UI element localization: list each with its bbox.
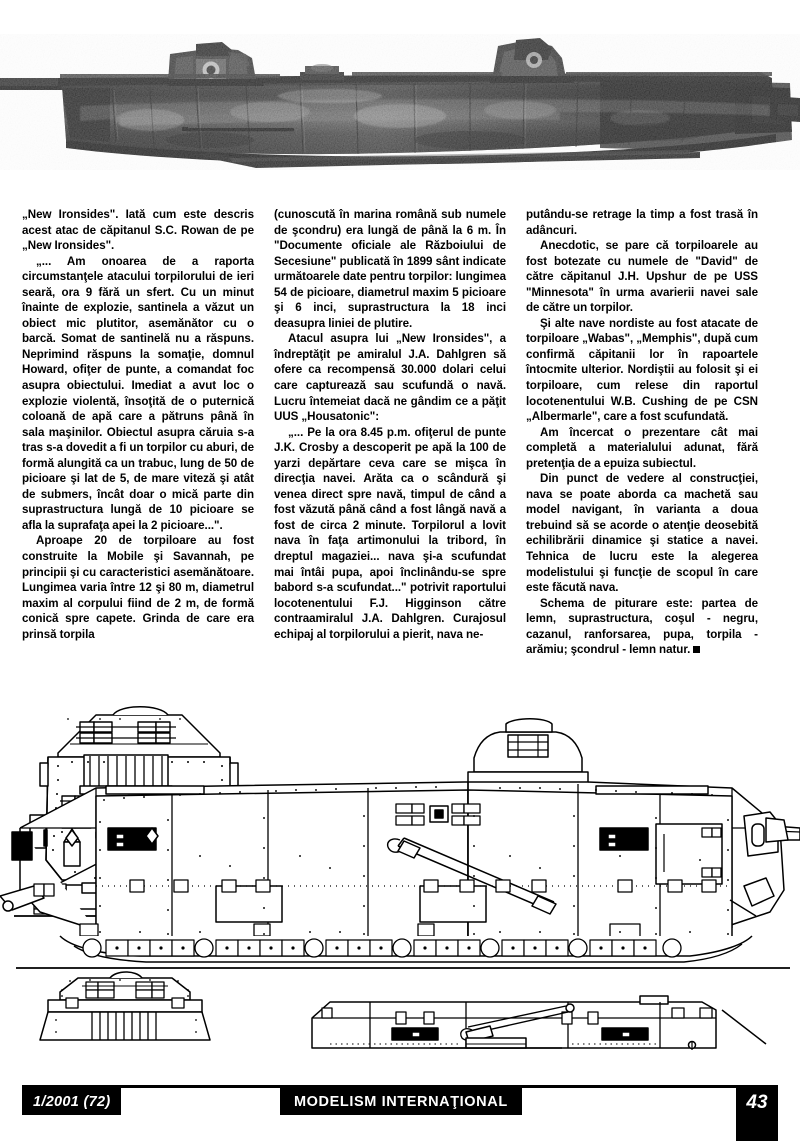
text-column-2 (274, 207, 506, 697)
a7v-plan-view-side-detail (312, 996, 766, 1050)
paragraph: Şi alte nave nordiste au fost atacate de torpiloare „Wabas", „Memphis", după cum confirmă căpitanii lor în rapoartele întocmite ulterior. Nordiştii au folosit şi ei torpiloare, cum relese din raportul locotenentului W.B. Cushing de pe CSN „Albermarle", care a fost scufundată. (526, 316, 758, 424)
page-number-badge: 43 (736, 1088, 778, 1141)
text-column-1 (22, 207, 254, 697)
a7v-tank-blueprints (0, 700, 800, 1085)
paragraph: „... Am onoarea de a raporta circumstanţele atacului torpilorului de ieri seară, ora 9 fără un sfert. Cu un minut înainte de explozie, santinela a văzut un obiect mic plutitor, asemănător cu o barcă. Somat de santinelă nu a răspuns. Neprimind răspuns la somaţie, domnul Howard, ofiţer de punte, a comandat foc asupra obiectului. Imediat a avut loc o explozie violentă, însoţită de o puternică coloană de apă care a pătruns până în sala maşinilor. Obiectul asupra căruia s-a tras s-a dovedit a fi un torpilor cu aburi, de formă alungită ca un trabuc, lung de 50 de picioare şi lat de 5, de mare viteză şi atât de submers, încât doar o mică parte din suprastructura lungă de 10 picioare se afla la suprafaţa apei la 2 picioare...". (22, 254, 254, 532)
paragraph-text: Schema de piturare este: partea de lemn, suprastructura, coşul - negru, cazanul, ranforsarea, pupa, torpila - arămiu; şcondrul - lemn natur. (526, 596, 758, 657)
magazine-title-badge: MODELISM INTERNAŢIONAL (280, 1088, 522, 1115)
paragraph: (cunoscută în marina română sub numele de şcondru) era lungă de până la 6 m. În "Documente oficiale ale Războiului de Secesiune" publicată în 1899 sânt indicate următoarele date pentru torpilor: lungimea 54 de picioare, diametrul maxim 5 picioare şi 6 inci, suprastructura la 18 inci deasupra liniei de plutire. (274, 208, 506, 330)
torpedo-boat-photo-illustration (0, 0, 800, 196)
paragraph: Din punct de vedere al construcţiei, nava se poate aborda ca machetă sau model navigant, în varianta a doua trebuind să se acorde o atenţie deosebită echilibrării dinamice şi statice a navei. Tehnica de lucru este la alegerea modelistului şi funcţie de scopul în care este făcută nava. (526, 472, 758, 595)
end-of-article-mark (693, 646, 700, 653)
page-footer (0, 1085, 800, 1141)
a7v-plan-view-front-detail (40, 972, 210, 1040)
paragraph: Aproape 20 de torpiloare au fost construite la Mobile şi Savannah, pe principii şi cu caracteristici asemănătoare. Lungimea varia între 12 şi 80 m, diametrul maxim al corpului fiind de 2 m, de formă conică spre capete. Grinda de care era prinsă torpila (22, 534, 254, 641)
technical-drawings (0, 700, 800, 1085)
article-body (22, 207, 778, 697)
text-column-3 (526, 207, 758, 697)
paragraph: putându-se retrage la timp a fost trasă în adâncuri. (526, 208, 758, 237)
paragraph: „New Ironsides". Iată cum este descris acest atac de căpitanul S.C. Rowan de pe „New Ironsides". (22, 208, 254, 253)
paragraph-final (526, 596, 758, 658)
issue-number-badge: 1/2001 (72) (22, 1088, 121, 1115)
article-photograph (0, 0, 800, 196)
paragraph: Atacul asupra lui „New Ironsides", a îndreptăţit pe amiralul J.A. Dahlgren să ofere ca recompensă 30.000 dolari celui care capturează sau scufundă o navă. Lucru întemeiat dacă ne gândim ce a păţit UUS „Housatonic": (274, 332, 506, 424)
paragraph: Am încercat o prezentare cât mai completă a materialului adunat, fără pretenţia de a epuiza subiectul. (526, 425, 758, 470)
paragraph: Anecdotic, se pare că torpiloarele au fost botezate cu numele de "David" de către căpitanul J.H. Upshur de pe USS "Minnesota" în urma avarierii navei sale de către un torpilor. (526, 239, 758, 315)
paragraph: „... Pe la ora 8.45 p.m. ofiţerul de punte J.K. Crosby a descoperit pe apă la 100 de yarzi depărtare ceva care se mişca în direcţia navei. Arăta ca o scândură şi venea direct spre navă, timpul de când a fost văzută până când a fost lângă navă a fost de circa 2 minute. Torpilorul a lovit nava în faţa artimonului la tribord, în dreptul magaziei... nava şi-a scufundat mai întâi pupa, apoi înclinându-se spre babord s-a scufundat..." potrivit raportului locotenentului F.J. Higginson către contraamiralul J.A. Dahlgren. Curajosul echipaj al torpilorului a pierit, nava ne- (274, 425, 506, 641)
